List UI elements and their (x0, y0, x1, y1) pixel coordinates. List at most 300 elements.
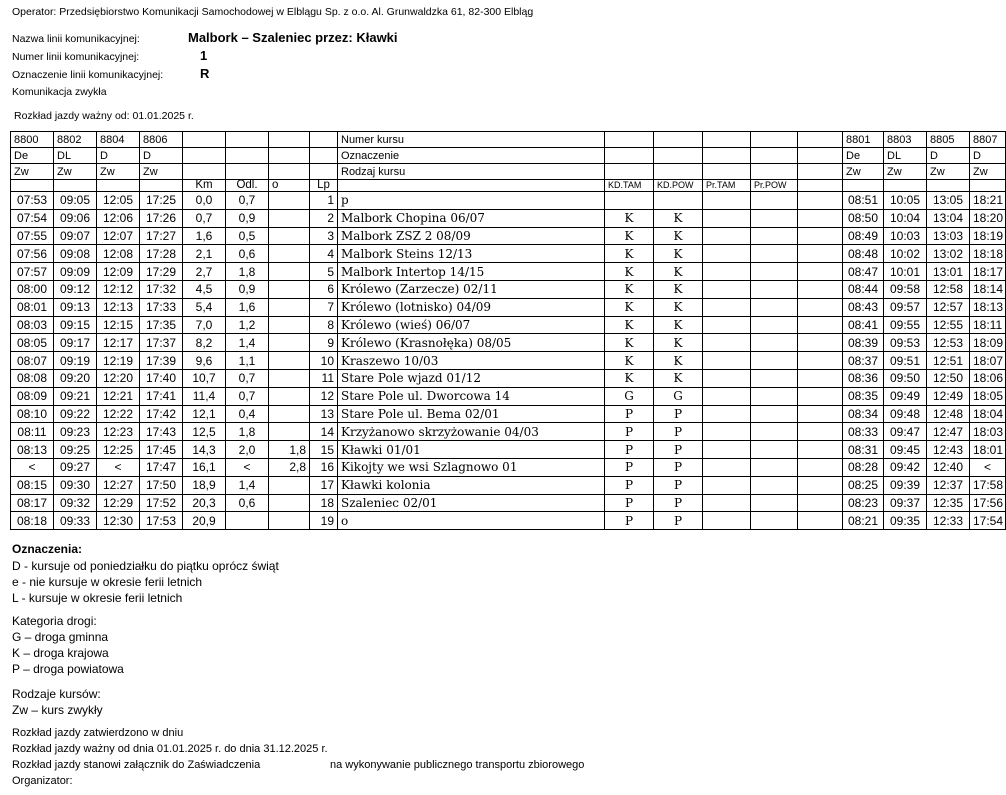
departure-time: 09:30 (54, 476, 97, 494)
lp-cell: 9 (310, 334, 338, 352)
empty-header-cell (183, 164, 226, 180)
legend-title: Oznaczenia: (12, 542, 83, 556)
empty-header-cell (703, 132, 751, 148)
kdpow-cell: K (654, 209, 703, 227)
departure-time: 12:25 (97, 441, 140, 459)
o-cell: 2,8 (269, 458, 310, 476)
o-cell (269, 476, 310, 494)
course-header-cell: Zw (54, 164, 97, 180)
line-name-value: Malbork – Szaleniec przez: Kławki (188, 30, 398, 45)
kdtam-cell (605, 192, 654, 210)
km-cell: 9,6 (183, 352, 226, 370)
return-time: 18:14 (970, 280, 1006, 298)
lp-cell: 18 (310, 494, 338, 512)
empty-header-cell (310, 132, 338, 148)
legend-item: D - kursuje od poniedziałku do piątku oprócz świąt (12, 559, 279, 573)
empty-cell (798, 227, 843, 245)
departure-time: 08:17 (11, 494, 54, 512)
table-row (11, 316, 1006, 334)
stop-name: Królewo (Zarzecze) 02/11 (338, 280, 605, 298)
return-time: 08:39 (843, 334, 884, 352)
course-header-cell: Zw (927, 164, 970, 180)
lp-cell: 8 (310, 316, 338, 334)
prpow-cell (751, 263, 798, 281)
return-time: < (970, 458, 1006, 476)
return-time: 09:55 (884, 316, 927, 334)
kdpow-cell: K (654, 298, 703, 316)
course-kind-item: Zw – kurs zwykły (12, 703, 103, 717)
return-time: 18:18 (970, 245, 1006, 263)
odl-cell: 0,6 (226, 245, 269, 263)
kdpow-cell: P (654, 423, 703, 441)
km-cell: 4,5 (183, 280, 226, 298)
return-time: 09:47 (884, 423, 927, 441)
empty-cell (798, 245, 843, 263)
kdtam-cell: K (605, 352, 654, 370)
departure-time: 08:08 (11, 369, 54, 387)
line-designation-label: Oznaczenie linii komunikacyjnej: (12, 69, 164, 81)
prtam-cell (703, 387, 751, 405)
lp-cell: 6 (310, 280, 338, 298)
kdpow-cell: G (654, 387, 703, 405)
departure-time: 17:47 (140, 458, 183, 476)
odl-cell: 1,2 (226, 316, 269, 334)
kdtam-cell: K (605, 209, 654, 227)
o-cell (269, 512, 310, 530)
departure-time: 08:09 (11, 387, 54, 405)
departure-time: 17:37 (140, 334, 183, 352)
kdpow-cell: K (654, 245, 703, 263)
header-label: Numer kursu (338, 132, 605, 148)
return-time: 12:49 (927, 387, 970, 405)
departure-time: 17:41 (140, 387, 183, 405)
empty-header-cell (798, 164, 843, 180)
odl-cell: 1,4 (226, 476, 269, 494)
empty-header-cell (97, 180, 140, 192)
prpow-cell (751, 494, 798, 512)
stop-name: p (338, 192, 605, 210)
stop-name: Stare Pole ul. Bema 02/01 (338, 405, 605, 423)
validity-range: Rozkład jazdy ważny od dnia 01.01.2025 r. do dnia 31.12.2025 r. (12, 743, 328, 755)
kdtam-cell: K (605, 369, 654, 387)
odl-cell: 1,8 (226, 263, 269, 281)
kdpow-cell: P (654, 441, 703, 459)
table-row (11, 298, 1006, 316)
return-time: 12:53 (927, 334, 970, 352)
o-cell (269, 387, 310, 405)
empty-cell (798, 458, 843, 476)
return-time: 08:47 (843, 263, 884, 281)
empty-cell (798, 512, 843, 530)
table-row (11, 192, 1006, 210)
km-cell: 5,4 (183, 298, 226, 316)
departure-time: 17:50 (140, 476, 183, 494)
departure-time: 12:09 (97, 263, 140, 281)
prtam-cell (703, 209, 751, 227)
lp-cell: 7 (310, 298, 338, 316)
course-header-cell: De (843, 148, 884, 164)
departure-time: 09:09 (54, 263, 97, 281)
return-time: 18:17 (970, 263, 1006, 281)
prtam-cell (703, 280, 751, 298)
departure-time: 17:45 (140, 441, 183, 459)
prtam-cell (703, 423, 751, 441)
return-time: 08:25 (843, 476, 884, 494)
empty-header-cell (654, 164, 703, 180)
return-time: 12:50 (927, 369, 970, 387)
departure-time: 09:07 (54, 227, 97, 245)
kdtam-cell: K (605, 298, 654, 316)
departure-time: 09:05 (54, 192, 97, 210)
prpow-cell (751, 441, 798, 459)
empty-cell (798, 352, 843, 370)
return-time: 12:55 (927, 316, 970, 334)
kdtam-header: KD.TAM (605, 180, 654, 192)
departure-time: 17:40 (140, 369, 183, 387)
o-cell (269, 227, 310, 245)
return-time: 13:03 (927, 227, 970, 245)
empty-cell (798, 263, 843, 281)
kdtam-cell: K (605, 263, 654, 281)
return-time: 08:28 (843, 458, 884, 476)
course-header-cell: 8801 (843, 132, 884, 148)
odl-cell: 1,1 (226, 352, 269, 370)
course-header-cell: D (97, 148, 140, 164)
return-time: 09:50 (884, 369, 927, 387)
lp-cell: 3 (310, 227, 338, 245)
lp-header: Lp (310, 180, 338, 192)
departure-time: 17:27 (140, 227, 183, 245)
header-label: Oznaczenie (338, 148, 605, 164)
kdtam-cell: K (605, 316, 654, 334)
return-time: 09:53 (884, 334, 927, 352)
departure-time: 09:20 (54, 369, 97, 387)
o-cell (269, 334, 310, 352)
table-row (11, 352, 1006, 370)
odl-cell: 0,9 (226, 209, 269, 227)
course-header-cell: 8805 (927, 132, 970, 148)
course-header-cell: 8802 (54, 132, 97, 148)
kdpow-cell: K (654, 352, 703, 370)
departure-time: 12:23 (97, 423, 140, 441)
departure-time: 07:53 (11, 192, 54, 210)
departure-time: 12:12 (97, 280, 140, 298)
odl-cell: 0,4 (226, 405, 269, 423)
table-row (11, 209, 1006, 227)
return-time: 10:02 (884, 245, 927, 263)
o-cell (269, 369, 310, 387)
table-row (11, 458, 1006, 476)
empty-header-cell (183, 132, 226, 148)
prtam-cell (703, 227, 751, 245)
return-time: 18:20 (970, 209, 1006, 227)
o-cell (269, 298, 310, 316)
stop-name: Malbork Chopina 06/07 (338, 209, 605, 227)
stop-name: Stare Pole ul. Dworcowa 14 (338, 387, 605, 405)
empty-cell (798, 441, 843, 459)
departure-time: 12:19 (97, 352, 140, 370)
km-cell: 8,2 (183, 334, 226, 352)
lp-cell: 17 (310, 476, 338, 494)
return-time: 17:56 (970, 494, 1006, 512)
departure-time: 12:30 (97, 512, 140, 530)
kdtam-cell: P (605, 423, 654, 441)
table-row (11, 334, 1006, 352)
odl-cell: 0,7 (226, 369, 269, 387)
course-header-cell: DL (54, 148, 97, 164)
departure-time: < (97, 458, 140, 476)
header-row (11, 132, 1006, 148)
km-cell: 14,3 (183, 441, 226, 459)
empty-cell (798, 423, 843, 441)
o-cell (269, 423, 310, 441)
return-time: 08:43 (843, 298, 884, 316)
kdtam-cell: K (605, 334, 654, 352)
empty-header-cell (927, 180, 970, 192)
course-header-cell: 8803 (884, 132, 927, 148)
departure-time: 07:54 (11, 209, 54, 227)
empty-header-cell (798, 132, 843, 148)
km-cell: 0,7 (183, 209, 226, 227)
kdtam-cell: P (605, 512, 654, 530)
return-time: 18:06 (970, 369, 1006, 387)
course-header-cell: 8807 (970, 132, 1006, 148)
prpow-cell (751, 369, 798, 387)
kdtam-cell: P (605, 476, 654, 494)
return-time: 08:33 (843, 423, 884, 441)
return-time: 08:44 (843, 280, 884, 298)
departure-time: 08:10 (11, 405, 54, 423)
odl-cell: 0,5 (226, 227, 269, 245)
stop-name: Kławki 01/01 (338, 441, 605, 459)
lp-cell: 13 (310, 405, 338, 423)
prpow-cell (751, 316, 798, 334)
prpow-cell (751, 280, 798, 298)
attachment-note-continued: na wykonywanie publicznego transportu zbiorowego (330, 759, 585, 771)
lp-cell: 15 (310, 441, 338, 459)
line-designation-value: R (200, 66, 210, 81)
return-time: 18:03 (970, 423, 1006, 441)
course-header-cell: 8800 (11, 132, 54, 148)
empty-header-cell (226, 132, 269, 148)
prpow-cell (751, 298, 798, 316)
departure-time: 12:29 (97, 494, 140, 512)
departure-time: 09:25 (54, 441, 97, 459)
departure-time: 08:01 (11, 298, 54, 316)
departure-time: 17:52 (140, 494, 183, 512)
return-time: 09:39 (884, 476, 927, 494)
table-row (11, 441, 1006, 459)
odl-cell (226, 512, 269, 530)
odl-cell: 0,7 (226, 192, 269, 210)
odl-cell: 0,9 (226, 280, 269, 298)
departure-time: 09:13 (54, 298, 97, 316)
legend-item: L - kursuje w okresie ferii letnich (12, 591, 183, 605)
kdpow-cell: K (654, 316, 703, 334)
departure-time: 12:17 (97, 334, 140, 352)
return-time: 08:31 (843, 441, 884, 459)
prpow-cell (751, 334, 798, 352)
empty-header-cell (310, 148, 338, 164)
departure-time: 17:53 (140, 512, 183, 530)
return-time: 18:19 (970, 227, 1006, 245)
departure-time: 17:32 (140, 280, 183, 298)
stop-name: Kraszewo 10/03 (338, 352, 605, 370)
return-time: 18:01 (970, 441, 1006, 459)
departure-time: 09:08 (54, 245, 97, 263)
stop-name: Królewo (wieś) 06/07 (338, 316, 605, 334)
empty-header-cell (654, 148, 703, 164)
table-row (11, 387, 1006, 405)
line-number-label: Numer linii komunikacyjnej: (12, 51, 140, 63)
return-time: 08:41 (843, 316, 884, 334)
kdtam-cell: P (605, 458, 654, 476)
return-time: 12:48 (927, 405, 970, 423)
return-time: 12:33 (927, 512, 970, 530)
empty-cell (798, 316, 843, 334)
return-time: 08:49 (843, 227, 884, 245)
empty-header-cell (751, 132, 798, 148)
kdpow-cell: K (654, 334, 703, 352)
odl-cell: 1,8 (226, 423, 269, 441)
table-row (11, 494, 1006, 512)
return-time: 17:58 (970, 476, 1006, 494)
kdpow-cell: K (654, 280, 703, 298)
stop-name: Królewo (Krasnołęka) 08/05 (338, 334, 605, 352)
legend-item: e - nie kursuje w okresie ferii letnich (12, 575, 203, 589)
empty-header-cell (183, 148, 226, 164)
course-header-cell: D (140, 148, 183, 164)
return-time: 12:40 (927, 458, 970, 476)
empty-header-cell (703, 164, 751, 180)
o-cell: 1,8 (269, 441, 310, 459)
return-time: 18:04 (970, 405, 1006, 423)
o-cell (269, 263, 310, 281)
km-cell: 20,3 (183, 494, 226, 512)
empty-header-cell (269, 164, 310, 180)
o-cell (269, 192, 310, 210)
lp-cell: 1 (310, 192, 338, 210)
stop-name: Malbork ZSZ 2 08/09 (338, 227, 605, 245)
stop-name: Stare Pole wjazd 01/12 (338, 369, 605, 387)
empty-cell (798, 192, 843, 210)
course-kind-title: Rodzaje kursów: (12, 687, 101, 701)
departure-time: 09:22 (54, 405, 97, 423)
attachment-note: Rozkład jazdy stanowi załącznik do Zaświadczenia (12, 759, 261, 771)
empty-header-cell (751, 148, 798, 164)
km-cell: 2,7 (183, 263, 226, 281)
return-time: 09:48 (884, 405, 927, 423)
return-time: 12:58 (927, 280, 970, 298)
departure-time: 09:12 (54, 280, 97, 298)
departure-time: 07:56 (11, 245, 54, 263)
km-cell: 12,1 (183, 405, 226, 423)
lp-cell: 16 (310, 458, 338, 476)
table-row (11, 263, 1006, 281)
return-time: 09:35 (884, 512, 927, 530)
return-time: 09:37 (884, 494, 927, 512)
approval-note: Rozkład jazdy zatwierdzono w dniu (12, 727, 184, 739)
km-cell: 18,9 (183, 476, 226, 494)
departure-time: 12:27 (97, 476, 140, 494)
departure-time: 09:21 (54, 387, 97, 405)
empty-header-cell (605, 164, 654, 180)
empty-cell (798, 476, 843, 494)
return-time: 09:51 (884, 352, 927, 370)
return-time: 18:11 (970, 316, 1006, 334)
prpow-cell (751, 423, 798, 441)
empty-header-cell (54, 180, 97, 192)
course-header-cell: D (970, 148, 1006, 164)
kdpow-cell: P (654, 512, 703, 530)
prtam-cell (703, 405, 751, 423)
kdpow-cell: P (654, 405, 703, 423)
empty-header-cell (226, 148, 269, 164)
course-header-cell: 8806 (140, 132, 183, 148)
return-time: 09:42 (884, 458, 927, 476)
return-time: 12:37 (927, 476, 970, 494)
course-header-cell: De (11, 148, 54, 164)
return-time: 10:03 (884, 227, 927, 245)
prpow-cell (751, 192, 798, 210)
stop-name: Malbork Intertop 14/15 (338, 263, 605, 281)
departure-time: 17:35 (140, 316, 183, 334)
prpow-cell (751, 476, 798, 494)
departure-time: 12:08 (97, 245, 140, 263)
empty-cell (798, 280, 843, 298)
course-header-cell: DL (884, 148, 927, 164)
departure-time: 08:03 (11, 316, 54, 334)
return-time: 09:49 (884, 387, 927, 405)
return-time: 18:21 (970, 192, 1006, 210)
table-row (11, 512, 1006, 530)
table-row (11, 227, 1006, 245)
prpow-cell (751, 352, 798, 370)
departure-time: 09:15 (54, 316, 97, 334)
table-row (11, 245, 1006, 263)
odl-cell: 1,4 (226, 334, 269, 352)
prpow-cell (751, 405, 798, 423)
empty-header-cell (11, 180, 54, 192)
kdtam-cell: K (605, 227, 654, 245)
return-time: 18:09 (970, 334, 1006, 352)
kdtam-cell: K (605, 280, 654, 298)
departure-time: 12:22 (97, 405, 140, 423)
course-header-cell: 8804 (97, 132, 140, 148)
departure-time: 12:13 (97, 298, 140, 316)
departure-time: 17:29 (140, 263, 183, 281)
prtam-cell (703, 245, 751, 263)
timetable (10, 131, 1006, 530)
header-label: Rodzaj kursu (338, 164, 605, 180)
lp-cell: 10 (310, 352, 338, 370)
prtam-cell (703, 512, 751, 530)
prtam-cell (703, 298, 751, 316)
lp-cell: 19 (310, 512, 338, 530)
table-row (11, 405, 1006, 423)
return-time: 09:58 (884, 280, 927, 298)
course-header-cell: Zw (97, 164, 140, 180)
departure-time: 07:55 (11, 227, 54, 245)
empty-cell (798, 494, 843, 512)
course-header-cell: Zw (11, 164, 54, 180)
o-cell (269, 316, 310, 334)
departure-time: 08:13 (11, 441, 54, 459)
return-time: 10:05 (884, 192, 927, 210)
return-time: 09:57 (884, 298, 927, 316)
empty-header-cell (798, 180, 843, 192)
kdpow-cell: P (654, 494, 703, 512)
